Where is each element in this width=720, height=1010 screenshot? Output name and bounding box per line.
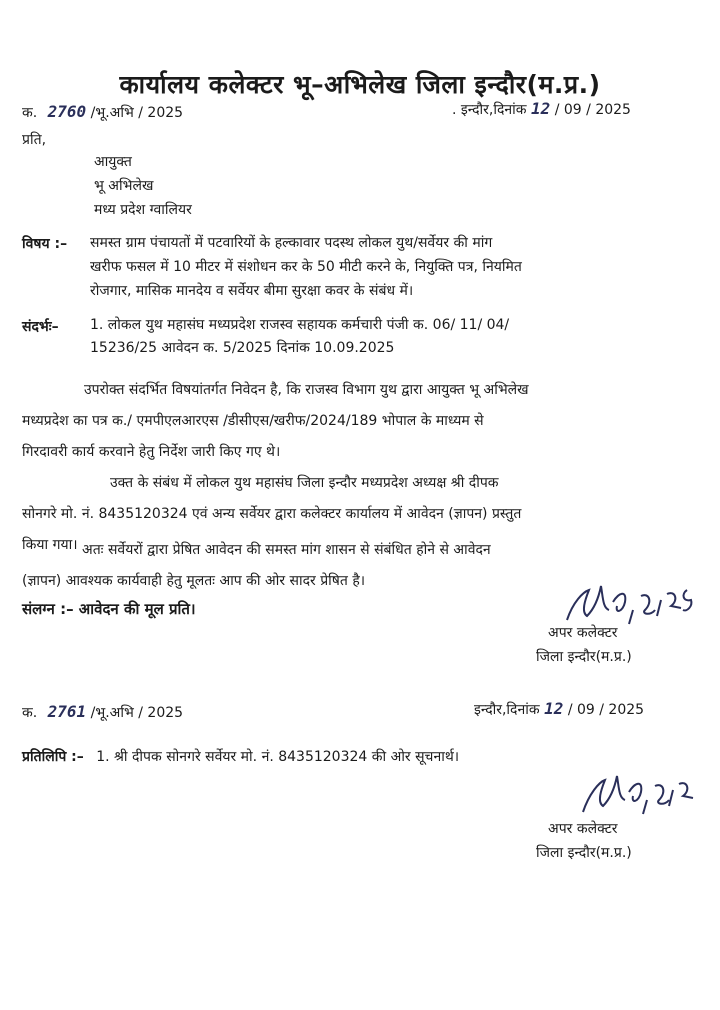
addressee-label: प्रति,: [22, 132, 47, 148]
footer-ref-number-handwritten: 2761: [47, 702, 87, 721]
enclosure: संलग्न :– आवेदन की मूल प्रति।: [22, 600, 196, 618]
footer-ref-suffix: /भू.अभि / 2025: [90, 705, 184, 721]
copy-line: [22, 748, 459, 766]
subject-label: विषय :–: [22, 236, 68, 252]
copy-text: 1. श्री दीपक सोनगरे सर्वेयर मो. नं. 8435120324 की ओर सूचनार्थ।: [96, 749, 460, 765]
footer-ref-line: [22, 703, 183, 722]
addressee-line3: मध्य प्रदेश ग्वालियर: [94, 202, 192, 218]
office-title: कार्यालय कलेक्टर भू–अभिलेख जिला इन्दौर(म.प्र.): [119, 70, 601, 99]
subject-text: [90, 228, 690, 307]
reference-line1: 1. लोकल युथ महासंघ मध्यप्रदेश राजस्व सहायक कर्मचारी पंजी क. 06/ 11/ 04/: [90, 317, 510, 333]
para2-line2: सोनगरे मो. नं. 8435120324 एवं अन्य सर्वेयर द्वारा कलेक्टर कार्यालय में आवेदन (ज्ञापन) प्रस्तुत: [22, 506, 522, 522]
para1-line2: मध्यप्रदेश का पत्र क./ एमपीएलआरएस /डीसीएस/खरीफ/2024/189 भोपाल के माध्यम से: [22, 413, 484, 429]
subject-line1: समस्त ग्राम पंचायतों में पटवारियों के हल्कावार पदस्थ लोकल युथ/सर्वेयर की मांग: [90, 235, 493, 251]
ref-suffix: /भू.अभि / 2025: [90, 105, 184, 121]
date-prefix: . इन्दौर,दिनांक: [452, 102, 527, 118]
signature-2-place: जिला इन्दौर(म.प्र.): [536, 845, 632, 861]
ref-number-handwritten: 2760: [47, 102, 87, 121]
footer-date-day-handwritten: 12: [544, 699, 564, 718]
subject-line2: खरीफ फसल में 10 मीटर में संशोधन कर के 50 मीटी करने के, नियुक्ति पत्र, नियमित: [90, 259, 522, 275]
addressee-line1: आयुक्त: [94, 154, 132, 170]
date-suffix: / 09 / 2025: [554, 102, 631, 118]
ref-line: [22, 103, 183, 122]
para3-line2: (ज्ञापन) आवश्यक कार्यवाही हेतु मूलतः आप की ओर सादर प्रेषित है।: [22, 573, 366, 589]
footer-date-prefix: इन्दौर,दिनांक: [474, 702, 540, 718]
para2-line1: उक्त के संबंध में लोकल युथ महासंघ जिला इन्दौर मध्यप्रदेश अध्यक्ष श्री दीपक: [110, 475, 499, 491]
ref-prefix: क.: [22, 105, 38, 121]
footer-date-line: [474, 700, 644, 719]
reference-line2: 15236/25 आवेदन क. 5/2025 दिनांक 10.09.2025: [90, 340, 395, 356]
body-paragraph-1: [22, 375, 698, 468]
subject-line3: रोजगार, मासिक मानदेय व सर्वेयर बीमा सुरक्षा कवर के संबंध में।: [90, 283, 414, 299]
para1-line3: गिरदावरी कार्य करवाने हेतु निर्देश जारी किए गए थे।: [22, 444, 281, 460]
footer-ref-prefix: क.: [22, 705, 38, 721]
para2-line3: किया गया।: [22, 537, 78, 553]
reference-text: [90, 310, 690, 364]
signature-1-designation: अपर कलेक्टर: [548, 625, 618, 641]
signature-2-designation: अपर कलेक्टर: [548, 821, 618, 837]
footer-date-suffix: / 09 / 2025: [567, 702, 645, 718]
para3-line1: अतः सर्वेयरों द्वारा प्रेषित आवेदन की समस्त मांग शासन से संबंधित होने से आवेदन: [82, 542, 491, 558]
date-line: [452, 100, 631, 119]
date-day-handwritten: 12: [531, 99, 551, 118]
para1-line1: उपरोक्त संदर्भित विषयांतर्गत निवेदन है, कि राजस्व विभाग युथ द्वारा आयुक्त भू अभिलेख: [84, 382, 529, 398]
reference-label: संदर्भः–: [22, 319, 59, 335]
copy-label: प्रतिलिपि :–: [22, 749, 84, 765]
signature-1-place: जिला इन्दौर(म.प्र.): [536, 649, 632, 665]
addressee-line2: भू अभिलेख: [94, 178, 154, 194]
